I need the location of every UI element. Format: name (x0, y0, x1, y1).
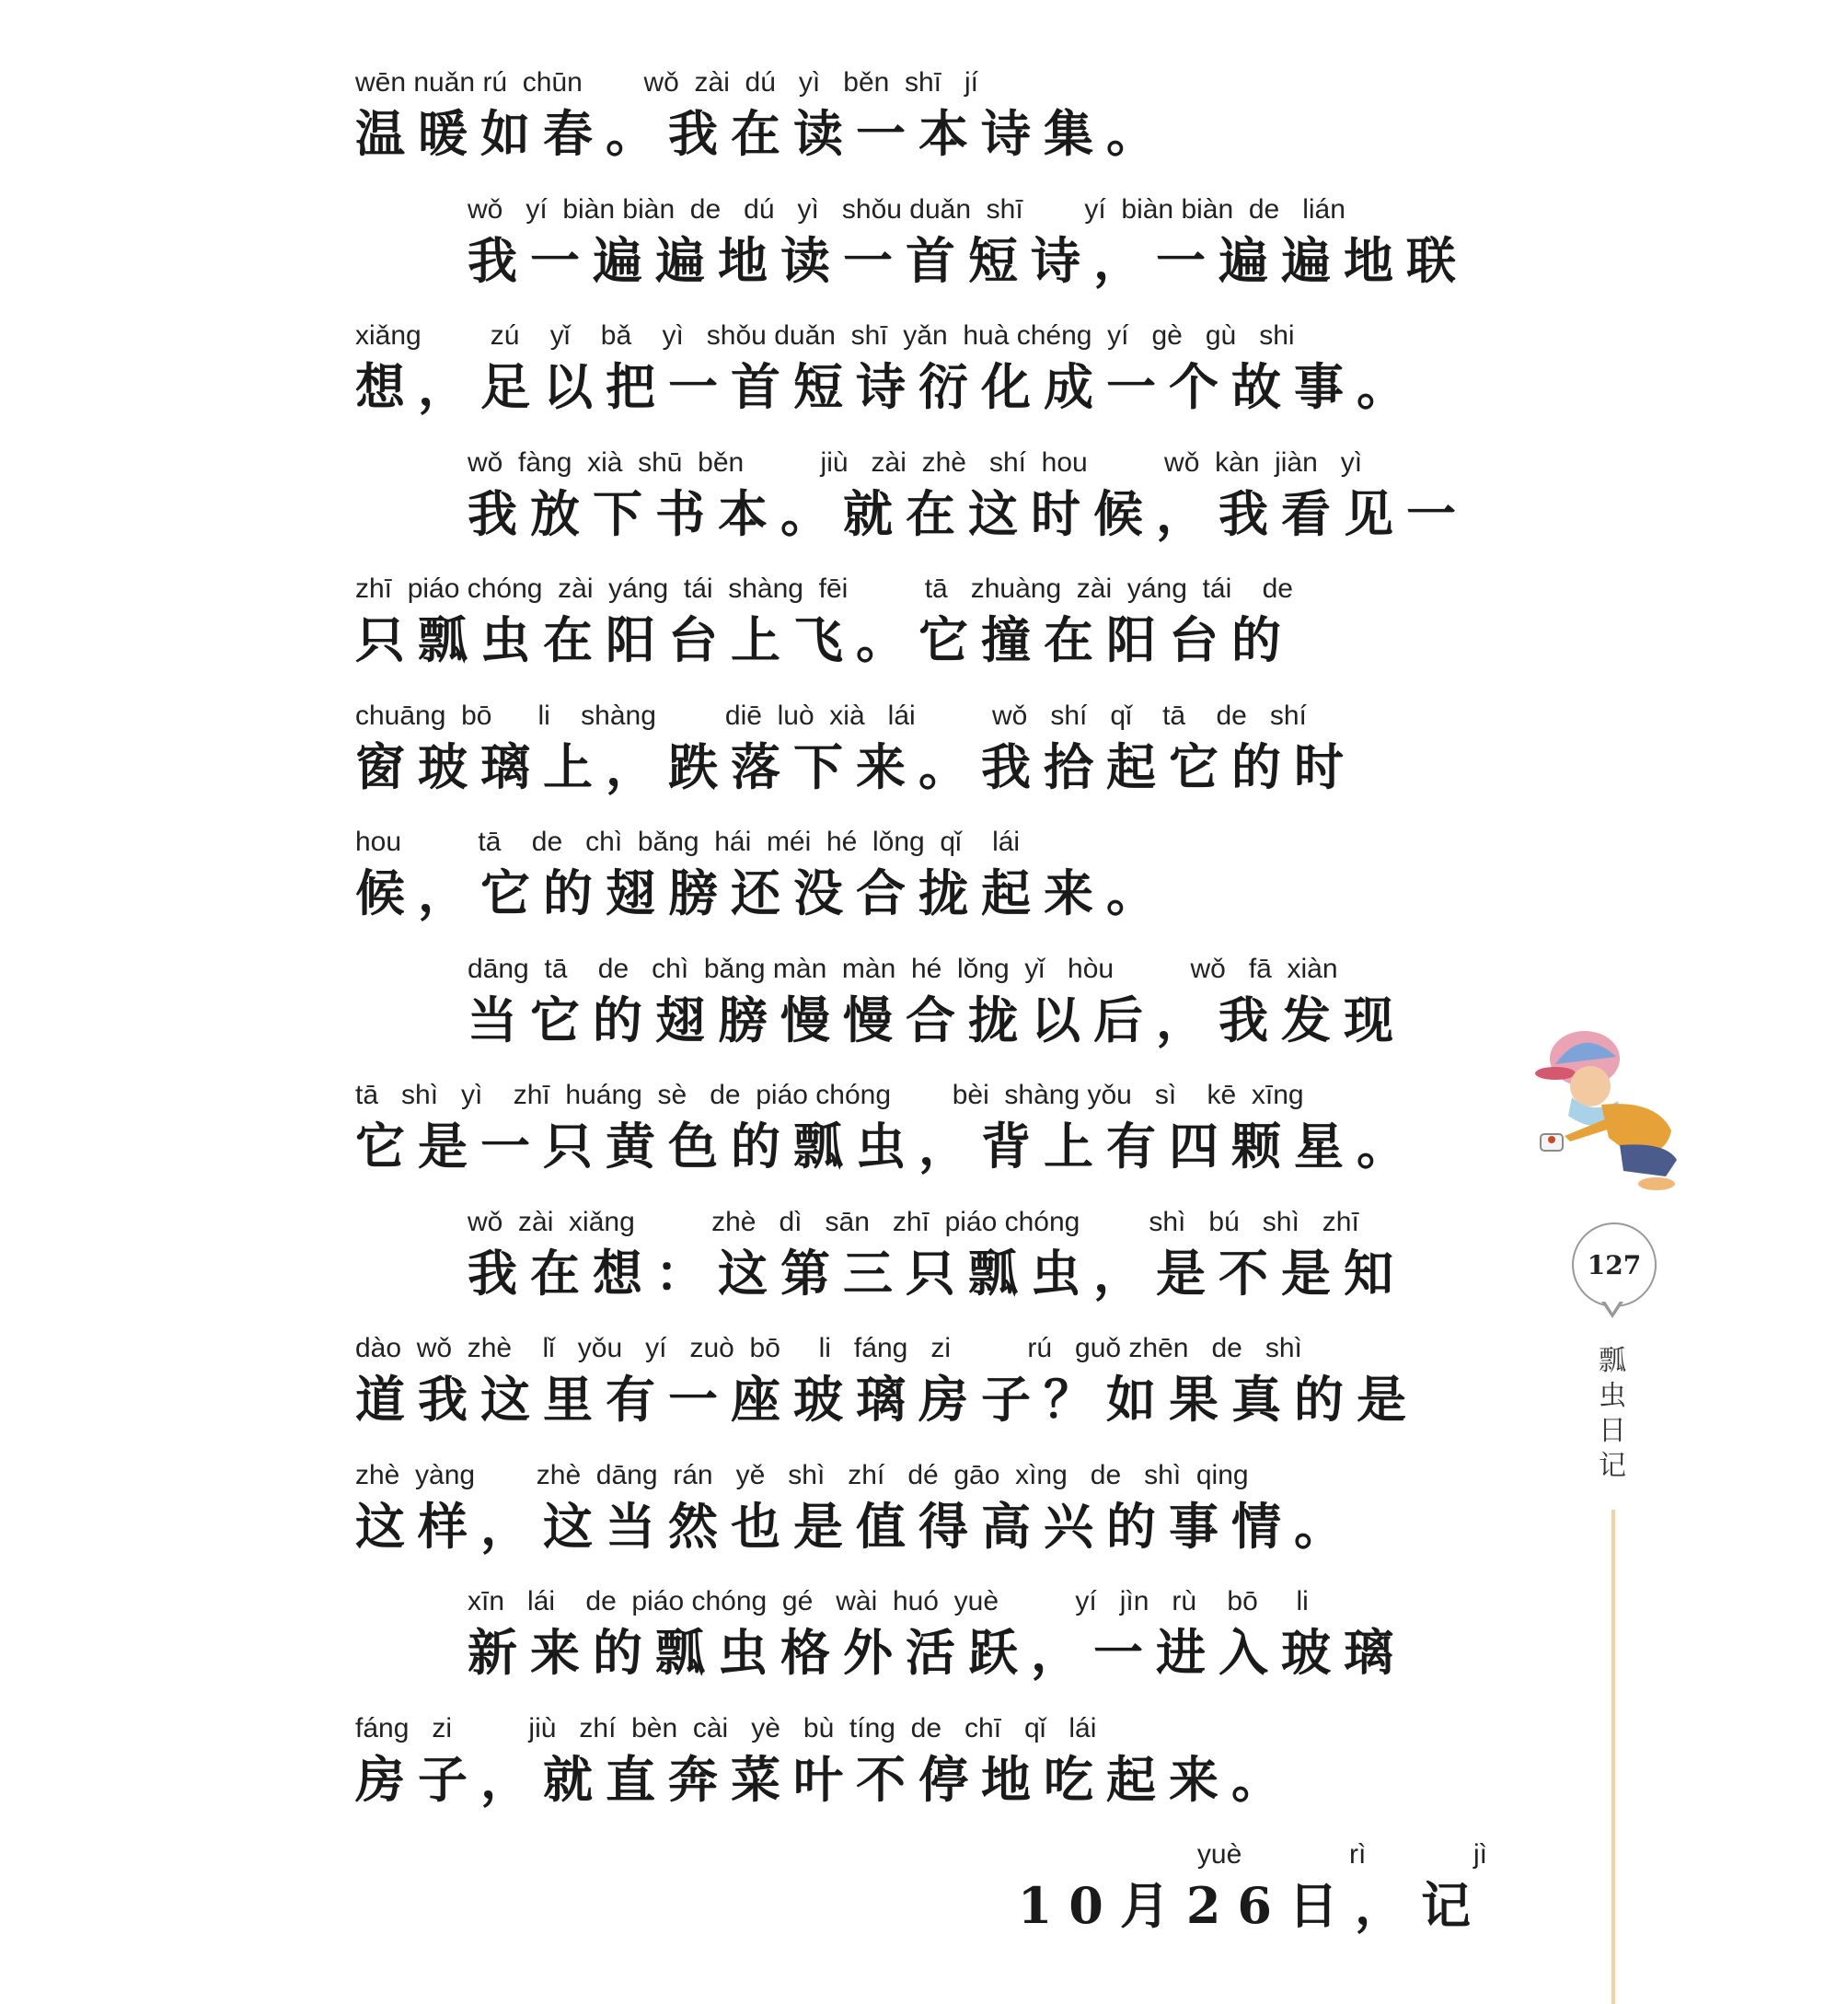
text-line (355, 437, 1487, 564)
text-line (355, 310, 1487, 437)
pinyin-row: fáng zi jiù zhí bèn cài yè bù tíng de chī qǐ lái (355, 1712, 1097, 1743)
pinyin-row: tā shì yì zhī huáng sè de piáo chóng bèi shàng yǒu sì kē xīng (355, 1080, 1304, 1110)
hanzi-row: 窗玻璃上，跌落下来。我拾起它的时 (355, 736, 1357, 796)
hanzi-row: 新来的瓢虫格外活跃，一进入玻璃 (468, 1623, 1406, 1682)
hanzi-row: 道我这里有一座玻璃房子？如果真的是 (355, 1370, 1419, 1429)
text-line (355, 690, 1487, 817)
child-illustration (1528, 1020, 1693, 1195)
text-line (355, 1197, 1487, 1324)
cap-brim (1535, 1067, 1576, 1080)
cup-ladybug (1548, 1136, 1555, 1143)
hanzi-row: 房子，就直奔菜叶不停地吃起来。 (355, 1749, 1294, 1809)
text-line (355, 184, 1487, 311)
hanzi-row: 温暖如春。我在读一本诗集。 (355, 104, 1169, 163)
hanzi-row: 我放下书本。就在这时候，我看见一 (468, 483, 1469, 543)
diary-date: 10月26日，记 (1017, 1876, 1487, 1935)
pinyin-row: dāng tā de chì bǎng màn màn hé lǒng yǐ hòu wǒ fā xiàn (468, 953, 1338, 984)
face (1570, 1066, 1611, 1106)
text-line (355, 944, 1487, 1071)
side-decorative-rule (1611, 1510, 1615, 2004)
pinyin-row: xiǎng zú yǐ bǎ yì shǒu duǎn shī yǎn huà chéng yí gè gù shi (355, 320, 1295, 351)
text-line (355, 1070, 1487, 1197)
pinyin-row: zhī piáo chóng zài yáng tái shàng fēi tā zhuàng zài yáng tái de (355, 573, 1293, 604)
pinyin-row: zhè yàng zhè dāng rán yě shì zhí dé gāo xìng de shì qing (355, 1459, 1249, 1490)
hanzi-row: 这样，这当然也是值得高兴的事情。 (355, 1496, 1357, 1556)
text-line (355, 57, 1487, 184)
hanzi-row: 它是一只黄色的瓢虫，背上有四颗星。 (355, 1117, 1419, 1176)
text-line (355, 817, 1487, 944)
pinyin-row: yuè rì jì (1196, 1839, 1487, 1870)
pinyin-row: xīn lái de piáo chóng gé wài huó yuè yí jìn rù bō li (468, 1586, 1309, 1616)
hanzi-row: 我在想：这第三只瓢虫，是不是知 (468, 1243, 1406, 1303)
pinyin-row: wǒ zài xiǎng zhè dì sān zhī piáo chóng shì bú shì zhī (468, 1206, 1359, 1237)
text-line (355, 563, 1487, 690)
text-line (355, 1576, 1487, 1703)
pinyin-row: wǒ yí biàn biàn de dú yì shǒu duǎn shī yí biàn biàn de lián (468, 193, 1346, 225)
text-body (355, 57, 1487, 1956)
hanzi-row: 我一遍遍地读一首短诗，一遍遍地联 (468, 230, 1469, 290)
shoe (1638, 1177, 1675, 1190)
page-number: 127 (1572, 1222, 1657, 1307)
trousers (1620, 1144, 1677, 1176)
hanzi-row: 当它的翅膀慢慢合拢以后，我发现 (468, 990, 1406, 1049)
text-line (355, 1323, 1487, 1450)
pinyin-row: chuāng bō li shàng diē luò xià lái wǒ shí qǐ tā de shí (355, 700, 1307, 731)
pinyin-row: wǒ fàng xià shū běn jiù zài zhè shí hou wǒ kàn jiàn yì (468, 446, 1363, 478)
pinyin-row: wēn nuǎn rú chūn wǒ zài dú yì běn shī jí (355, 67, 979, 98)
hanzi-row: 候，它的翅膀还没合拢起来。 (355, 863, 1169, 922)
chapter-title: 瓢虫日记 (1599, 1345, 1626, 1482)
hanzi-row: 只瓢虫在阳台上飞。它撞在阳台的 (355, 610, 1294, 669)
pinyin-row: hou tā de chì bǎng hái méi hé lǒng qǐ lái (355, 827, 1021, 857)
text-line (355, 1450, 1487, 1577)
pinyin-row: dào wǒ zhè lǐ yǒu yí zuò bō li fáng zi rú guǒ zhēn de shì (355, 1333, 1302, 1363)
page-number-pointer-fill (1604, 1300, 1621, 1313)
hanzi-row: 想，足以把一首短诗衍化成一个故事。 (355, 357, 1419, 416)
diary-date-line (355, 1829, 1487, 1956)
text-line (355, 1703, 1487, 1830)
